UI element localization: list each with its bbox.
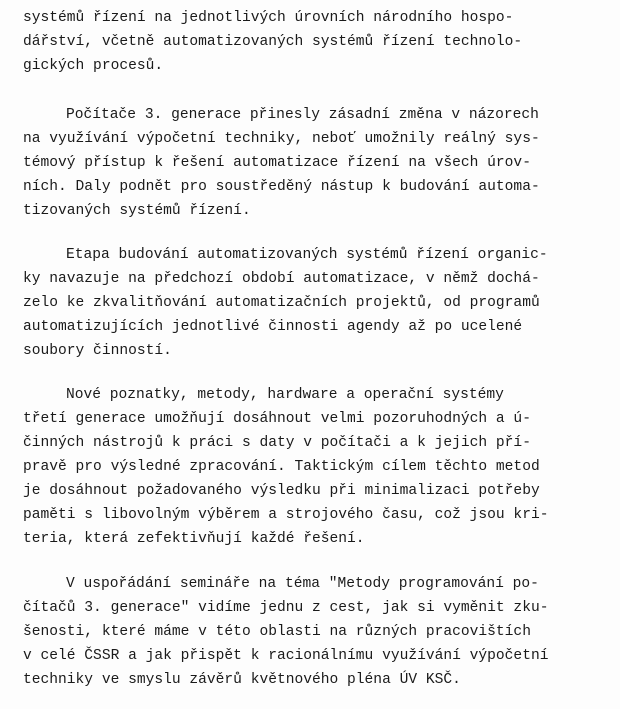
text-line: dářství, včetně automatizovaných systémů řízení technolo-	[23, 34, 523, 50]
text-line: tizovaných systémů řízení.	[23, 203, 251, 219]
text-line: Etapa budování automatizovaných systémů řízení organic-	[66, 247, 548, 263]
text-line: gických procesů.	[23, 58, 164, 74]
text-line: ních. Daly podnět pro soustředěný nástup k budování automa-	[23, 179, 540, 195]
text-line: V uspořádání semináře na téma "Metody programování po-	[66, 576, 539, 592]
text-line: soubory činností.	[23, 343, 172, 359]
text-line: techniky ve smyslu závěrů květnového pléna ÚV KSČ.	[23, 672, 461, 688]
text-line: na využívání výpočetní techniky, neboť umožnily reálný sys-	[23, 131, 540, 147]
text-line: zelo ke zkvalitňování automatizačních projektů, od programů	[23, 295, 540, 311]
text-line: šenosti, které máme v této oblasti na různých pracovištích	[23, 624, 531, 640]
text-line: činných nástrojů k práci s daty v počítači a k jejich pří-	[23, 435, 531, 451]
text-line: třetí generace umožňují dosáhnout velmi pozoruhodných a ú-	[23, 411, 531, 427]
text-line: čítačů 3. generace" vidíme jednu z cest, jak si vyměnit zku-	[23, 600, 549, 616]
text-line: Nové poznatky, metody, hardware a operační systémy	[66, 387, 504, 403]
text-line: pravě pro výsledné zpracování. Taktickým cílem těchto metod	[23, 459, 540, 475]
text-line: systémů řízení na jednotlivých úrovních národního hospo-	[23, 10, 514, 26]
text-line: ky navazuje na předchozí období automatizace, v němž dochá-	[23, 271, 540, 287]
text-line: Počítače 3. generace přinesly zásadní změna v názorech	[66, 107, 539, 123]
text-line: témový přístup k řešení automatizace řízení na všech úrov-	[23, 155, 531, 171]
text-line: automatizujících jednotlivé činnosti agendy až po ucelené	[23, 319, 523, 335]
text-line: je dosáhnout požadovaného výsledku při minimalizaci potřeby	[23, 483, 540, 499]
text-line: paměti s libovolným výběrem a strojového času, což jsou kri-	[23, 507, 549, 523]
text-line: v celé ČSSR a jak přispět k racionálnímu využívání výpočetní	[23, 648, 549, 664]
text-line: teria, která zefektivňují každé řešení.	[23, 531, 365, 547]
